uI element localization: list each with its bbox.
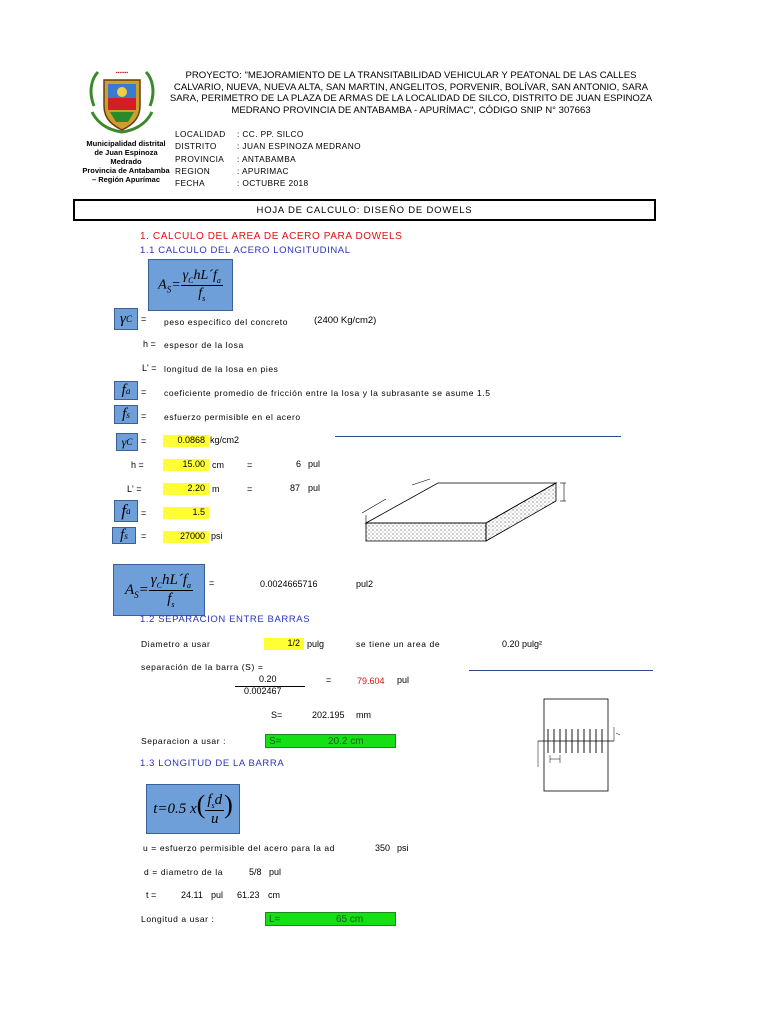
value-eq: = — [141, 508, 147, 518]
as-result: 0.0024665716 — [260, 579, 318, 589]
info-label: PROVINCIA — [175, 153, 225, 164]
project-title: PROYECTO: "MEJORAMIENTO DE LA TRANSITABILIDAD VEHICULAR Y PEATONAL DE LAS CALLES CALVARIO, NUEVA, NUEVA ALTA, SAN MARTIN, ANGELITOS, PORVENIR, BOLÍVAR, SAN ANTONIO, SARA SARA, PERIMETRO DE LA PLAZA DE ARMAS DE LA LOCALIDAD DE SILCO, DISTRITO DE JUAN ESPINOZA MEDRANO PROVINCIA DE ANTABAMBA - APURÍMAC", CÓDIGO SNIP N° 307663 — [169, 70, 653, 116]
fs-unit: psi — [211, 531, 223, 541]
info-value: : OCTUBRE 2018 — [237, 178, 309, 189]
d-value: 5/8 — [249, 867, 262, 877]
gamma-c-symbol: γ C — [114, 308, 138, 330]
section13-title: 1.3 LONGITUD DE LA BARRA — [140, 758, 285, 769]
l-unit: m — [212, 484, 220, 494]
area-label: se tiene un area de — [356, 639, 441, 649]
s-mm-unit: mm — [356, 710, 371, 720]
len-use-l-label: L= — [269, 914, 281, 925]
l-label: L' = — [127, 484, 142, 494]
len-use-box — [265, 912, 396, 926]
info-row — [175, 153, 495, 165]
info-value: : APURIMAC — [237, 165, 289, 176]
info-row — [175, 165, 495, 177]
h-pul-value: 6 — [296, 459, 302, 469]
dowel-diagram — [530, 697, 622, 793]
municipality-line: – Región Apurímac — [91, 175, 161, 184]
u-value: 350 — [375, 843, 391, 853]
l-pul-value: 87 — [290, 483, 301, 493]
divider-line — [469, 670, 653, 671]
sep-eq: = — [326, 675, 332, 685]
info-label: LOCALIDAD — [175, 129, 226, 139]
fs-value: 27000 — [163, 531, 209, 543]
sep-use-box — [265, 734, 396, 748]
def-gamma-text: peso especifico del concreto — [164, 317, 289, 327]
def-h-symbol: h = — [143, 339, 156, 349]
fs-symbol: f s — [112, 527, 136, 544]
municipality-name — [74, 139, 178, 184]
h-label: h = — [131, 460, 144, 470]
diam-value: 1/2 — [264, 638, 304, 650]
sep-label: separación de la barra (S) = — [141, 662, 264, 672]
info-table — [175, 128, 495, 189]
diam-unit: pulg — [307, 639, 325, 649]
def-l-symbol: L' = — [142, 363, 157, 373]
info-value: : ANTABAMBA — [237, 153, 297, 164]
formula-t: t=0.5 x( $\frac{f_sd}{u}$ ) — [153, 790, 233, 827]
gamma-c-value: 0.0868 — [163, 435, 209, 447]
area-value: 0.20 pulg² — [502, 639, 543, 649]
h-value: 15.00 — [163, 459, 209, 471]
svg-text:▪▪▪▪▪▪▪: ▪▪▪▪▪▪▪ — [115, 70, 129, 76]
formula-as: $A_S=$ $\frac{\gamma_ChL´f_a}{f_s}$ — [124, 571, 192, 609]
result-eq: = — [209, 578, 215, 588]
info-label: FECHA — [175, 178, 206, 189]
section11-title: 1.1 CALCULO DEL ACERO LONGITUDINAL — [140, 245, 351, 256]
t-pul-value: 24.11 — [181, 890, 203, 900]
info-label: DISTRITO — [175, 141, 217, 152]
formula-as: $A_S=$ $\frac{\gamma_ChL´f_a}{f_s}$ — [158, 267, 221, 303]
len-use-label: Longitud a usar : — [141, 914, 215, 924]
sep-use-s-label: S= — [269, 736, 282, 747]
t-label: t = — [146, 890, 157, 900]
h-unit: cm — [212, 460, 224, 470]
t-cm-value: 61.23 — [237, 890, 260, 900]
municipality-line: Provincia de Antabamba — [82, 166, 170, 175]
municipality-line: Municipalidad distrital — [86, 139, 166, 148]
section1-title: 1. CALCULO DEL AREA DE ACERO PARA DOWELS — [140, 231, 403, 242]
value-eq: = — [141, 436, 147, 446]
fs-symbol: f s — [114, 405, 138, 424]
l-value: 2.20 — [163, 483, 209, 495]
sheet-title-box — [73, 199, 656, 221]
h-eq: = — [247, 460, 253, 470]
diam-label: Diametro a usar — [141, 639, 211, 649]
municipality-line: Medrado — [110, 157, 142, 166]
section12-title: 1.2 SEPARACION ENTRE BARRAS — [140, 614, 311, 625]
formula-t-box — [146, 784, 240, 834]
sheet-title: HOJA DE CALCULO: DISEÑO DE DOWELS — [256, 204, 473, 216]
u-line: u = esfuerzo permisible del acero para la ad — [143, 843, 336, 853]
gamma-c-unit: kg/cm2 — [210, 435, 240, 445]
fa-symbol: f a — [114, 500, 138, 522]
info-value: : JUAN ESPINOZA MEDRANO — [237, 141, 361, 152]
formula-as-box-2 — [113, 564, 205, 616]
def-fa-text: coeficiente promedio de fricción entre la losa y la subrasante se asume 1.5 — [164, 388, 491, 398]
def-gamma-extra: (2400 Kg/cm2) — [314, 315, 377, 326]
l-eq: = — [247, 484, 253, 494]
formula-as-box — [148, 259, 233, 311]
info-label: REGION — [175, 165, 211, 176]
s-mm-value: 202.195 — [312, 710, 345, 720]
sep-use-label: Separacion a usar : — [141, 736, 227, 746]
fa-symbol: f a — [114, 381, 138, 400]
len-use-l-value: 65 cm — [336, 914, 364, 925]
def-l-text: longitud de la losa en pies — [164, 364, 279, 374]
slab-diagram — [352, 473, 572, 545]
info-row — [175, 177, 495, 189]
s-mm-label: S= — [271, 710, 283, 720]
def-eq: = — [141, 314, 147, 324]
sep-result-unit: pul — [397, 675, 410, 685]
sep-use-s-value: 20.2 cm — [328, 736, 364, 747]
def-fs-text: esfuerzo permisible en el acero — [164, 412, 301, 422]
info-value: : CC. PP. SILCO — [237, 129, 304, 139]
municipality-line: de Juan Espinoza — [94, 148, 158, 157]
sep-denominator: 0.002467 — [244, 686, 282, 696]
h-pul-unit: pul — [308, 459, 321, 469]
fa-value: 1.5 — [163, 507, 209, 519]
t-pul-unit: pul — [211, 890, 224, 900]
u-unit: psi — [397, 843, 409, 853]
gamma-c-symbol: γ C — [116, 433, 138, 451]
value-eq: = — [141, 531, 147, 541]
d-line: d = diametro de la — [144, 867, 224, 877]
def-h-text: espesor de la losa — [164, 340, 244, 350]
t-cm-unit: cm — [268, 890, 280, 900]
as-result-unit: pul2 — [356, 579, 374, 589]
divider-line — [335, 436, 621, 437]
sep-result-pul: 79.604 — [357, 676, 385, 686]
def-eq: = — [141, 411, 147, 421]
municipality-logo — [84, 66, 160, 138]
info-row — [175, 140, 495, 152]
info-row — [175, 128, 495, 140]
sep-numerator: 0.20 — [259, 674, 277, 684]
def-eq: = — [141, 387, 147, 397]
l-pul-unit: pul — [308, 483, 321, 493]
d-unit: pul — [269, 867, 282, 877]
